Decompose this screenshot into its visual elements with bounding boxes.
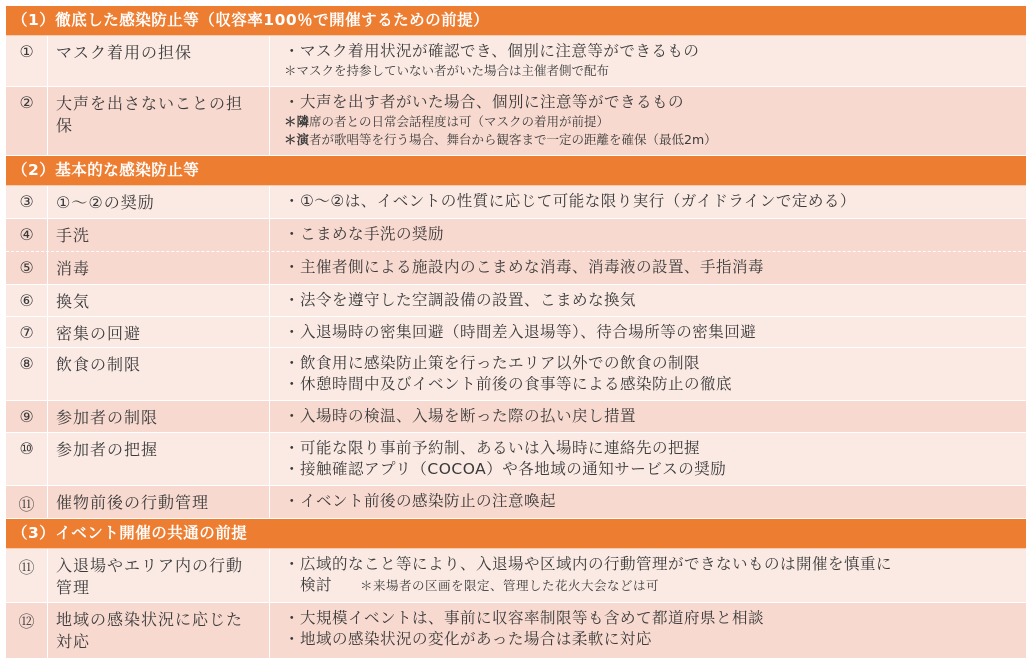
row-number: ⑥: [6, 285, 48, 316]
description-line: ・イベント前後の感染防止の注意喚起: [284, 492, 557, 510]
description-line: ・入場時の検温、入場を断った際の払い戻し措置: [284, 407, 637, 425]
description-line: ・可能な限り事前予約制、あるいは入場時に連絡先の把握: [284, 439, 701, 457]
row-number: ①: [6, 36, 48, 86]
row-number: ②: [6, 87, 48, 155]
table-row: [6, 549, 1026, 603]
row-number: ⑪: [6, 486, 48, 518]
table-row: [6, 486, 1026, 519]
description-line: ・接触確認アプリ（COCOA）や各地域の通知サービスの奨励: [284, 460, 727, 478]
table-row: [6, 603, 1026, 659]
table-row: [6, 219, 1026, 252]
row-number: ③: [6, 186, 48, 218]
row-description: [270, 285, 1026, 316]
row-description: [270, 603, 1026, 658]
table-row: [6, 317, 1026, 348]
table-row: [6, 348, 1026, 401]
row-description: [270, 549, 1026, 602]
row-number: ⑪: [6, 549, 48, 602]
description-note: ＊マスクを持参していない者がいた場合は主催者側で配布: [284, 63, 610, 78]
row-label: 催物前後の行動管理: [48, 486, 270, 518]
row-label: マスク着用の担保: [48, 36, 270, 86]
row-description: [270, 317, 1026, 347]
row-number: ⑦: [6, 317, 48, 347]
row-description: [270, 186, 1026, 218]
description-line: ・①～②は、イベントの性質に応じて可能な限り実行（ガイドラインで定める）: [284, 192, 856, 210]
row-description: [270, 401, 1026, 432]
row-label: [48, 603, 270, 658]
row-label: 消毒: [48, 252, 270, 284]
description-line: ・広域的なこと等により、入退場や区域内の行動管理ができないものは開催を慎重に: [284, 555, 893, 573]
row-label-text: 大声を出さないことの担保: [56, 94, 244, 135]
row-description: [270, 252, 1026, 284]
row-description: [270, 348, 1026, 400]
row-number: ⑫: [6, 603, 48, 658]
section-header-1: （1）徹底した感染防止等（収容率100％で開催するための前提）: [6, 6, 1026, 36]
description-line: ・大規模イベントは、事前に収容率制限等も含めて都道府県と相談: [284, 609, 765, 627]
row-label-text: 地域の感染状況に応じた対応: [56, 610, 244, 651]
table-row: [6, 433, 1026, 486]
row-number: ⑤: [6, 252, 48, 284]
table-row: [6, 87, 1026, 156]
description-line: ・主催者側による施設内のこまめな消毒、消毒液の設置、手指消毒: [284, 258, 765, 276]
description-line: ・休憩時間中及びイベント前後の食事等による感染防止の徹底: [284, 375, 733, 393]
description-note: ＊演者が歌唱等を行う場合、舞台から観客まで一定の距離を確保（最低2m）: [284, 132, 717, 147]
description-line: ・入退場時の密集回避（時間差入退場等）、待合場所等の密集回避: [284, 323, 757, 341]
row-number: ⑩: [6, 433, 48, 485]
table-row: [6, 401, 1026, 433]
table-row: [6, 36, 1026, 87]
description-line: ・こまめな手洗の奨励: [284, 225, 445, 243]
section-header-3: （3）イベント開催の共通の前提: [6, 519, 1026, 549]
row-label: 参加者の把握: [48, 433, 270, 485]
description-line: ・大声を出す者がいた場合、個別に注意等ができるもの: [284, 93, 685, 111]
row-number: ⑨: [6, 401, 48, 432]
row-label: 参加者の制限: [48, 401, 270, 432]
description-line: [284, 575, 1018, 596]
row-label: 飲食の制限: [48, 348, 270, 400]
row-description: [270, 87, 1026, 155]
row-label: [48, 87, 270, 155]
description-note: ＊来場者の区画を限定、管理した花火大会などは可: [360, 578, 660, 593]
description-line: ・法令を遵守した空調設備の設置、こまめな換気: [284, 291, 637, 309]
description-line: ・マスク着用状況が確認でき、個別に注意等ができるもの: [284, 42, 700, 60]
row-description: [270, 486, 1026, 518]
row-description: [270, 219, 1026, 251]
table-row: [6, 252, 1026, 285]
row-label: 密集の回避: [48, 317, 270, 347]
row-label-text: 入退場やエリア内の行動管理: [56, 556, 244, 597]
section-header-2: （2）基本的な感染防止等: [6, 156, 1026, 186]
row-number: ⑧: [6, 348, 48, 400]
row-description: [270, 36, 1026, 86]
row-number: ④: [6, 219, 48, 251]
row-label: 手洗: [48, 219, 270, 251]
description-note: ＊隣席の者との日常会話程度は可（マスクの着用が前提）: [284, 114, 610, 129]
event-guideline-table: [6, 6, 1026, 659]
table-row: [6, 186, 1026, 219]
row-label: [48, 549, 270, 602]
table-row: [6, 285, 1026, 317]
description-line-text: 検討: [284, 576, 333, 594]
row-label: 換気: [48, 285, 270, 316]
description-line: ・地域の感染状況の変化があった場合は柔軟に対応: [284, 630, 652, 648]
row-label: ①～②の奨励: [48, 186, 270, 218]
description-line: ・飲食用に感染防止策を行ったエリア以外での飲食の制限: [284, 354, 701, 372]
row-description: [270, 433, 1026, 485]
